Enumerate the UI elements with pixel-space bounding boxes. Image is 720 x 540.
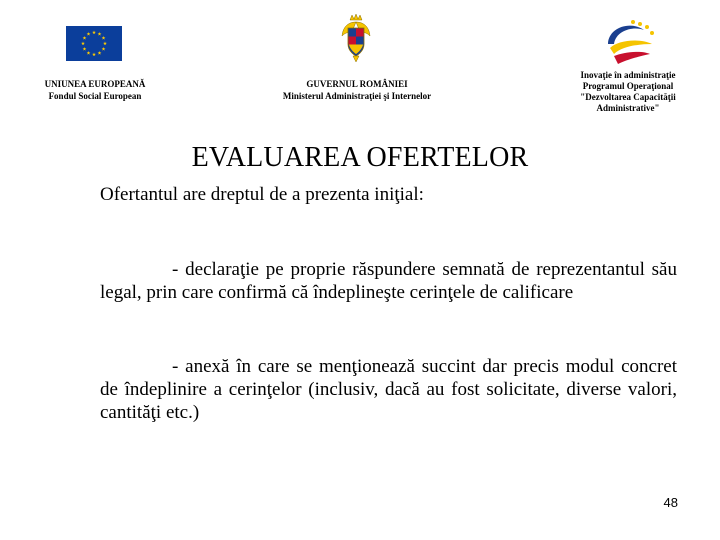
romania-coat-of-arms-icon (341, 14, 371, 62)
government-caption (262, 78, 452, 102)
eu-caption (20, 78, 170, 102)
eu-caption-line1: UNIUNEA EUROPEANĂ (44, 79, 146, 89)
intro-text: Ofertantul are dreptul de a prezenta iniţial: (100, 184, 424, 205)
pdca-program-logo-icon (600, 18, 658, 68)
eu-caption-line2: Fondul Social European (48, 91, 142, 101)
program-caption-line3: "Dezvoltarea Capacităţii (580, 92, 676, 102)
page-number: 48 (663, 495, 678, 510)
program-caption-line4: Administrative" (596, 103, 660, 113)
program-caption (560, 70, 696, 114)
paragraph-declaration: - declaraţie pe proprie răspundere semnată de reprezentantul său legal, prin care confirmă că îndeplineşte cerinţele de calificare (100, 259, 677, 303)
slide-title: EVALUAREA OFERTELOR (191, 142, 529, 173)
program-caption-line2: Programul Operaţional (582, 81, 674, 91)
government-caption-line1: GUVERNUL ROMÂNIEI (306, 79, 408, 89)
program-caption-line1: Inovaţie în administraţie (580, 70, 676, 80)
eu-flag-icon (66, 26, 122, 61)
paragraph-annex: - anexă în care se menţionează succint dar precis modul concret de îndeplinire a cerinţelor (inclusiv, dacă au fost solicitate, diverse valori, cantităţi etc.) (100, 356, 677, 423)
government-caption-line2: Ministerul Administraţiei şi Internelor (282, 91, 432, 101)
